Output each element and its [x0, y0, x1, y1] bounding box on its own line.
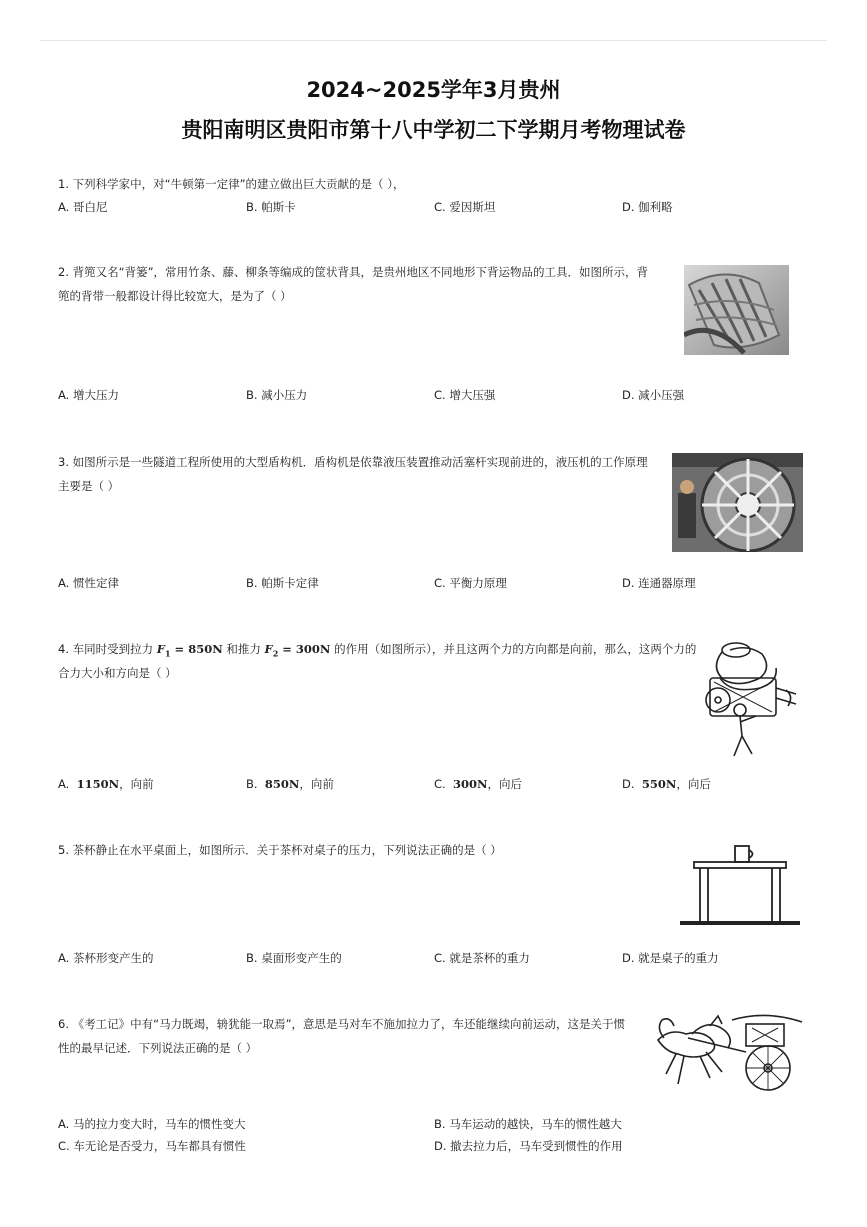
- cart-drawing-icon: [700, 638, 803, 760]
- q3-option-d[interactable]: D. 连通器原理: [622, 576, 696, 590]
- q4-option-b-text: ，向前: [299, 777, 334, 791]
- f1-symbol: F: [156, 642, 165, 656]
- table-cup-drawing-icon: [678, 843, 803, 928]
- q4-option-c-text: ，向后: [487, 777, 523, 791]
- q4-option-c-letter: C.: [434, 777, 446, 791]
- horse-chariot-drawing-icon: [648, 1008, 806, 1094]
- q4-stem-mid: 和推力: [222, 642, 265, 656]
- q5-option-c[interactable]: C. 就是茶杯的重力: [434, 951, 530, 965]
- question-3-stem-line2: 主要是（ ）: [58, 479, 120, 493]
- exam-title-line2: 贵阳南明区贵阳市第十八中学初二下学期月考物理试卷: [181, 118, 686, 142]
- f2-subscript: 2: [272, 648, 279, 659]
- shield-machine-photo-icon: [672, 453, 803, 552]
- question-2-stem-line1: 2. 背篼又名“背篓”，常用竹条、藤、柳条等编成的筐状背具，是贵州地区不同地形下背运物品的工具．如图所示，背: [58, 265, 649, 279]
- q3-option-a[interactable]: A. 惯性定律: [58, 576, 119, 590]
- f2-value: = 300N: [278, 642, 331, 656]
- q4-option-c[interactable]: [434, 775, 522, 793]
- q2-option-c[interactable]: C. 增大压强: [434, 388, 496, 402]
- basket-photo-icon: [684, 265, 789, 355]
- question-6-stem-line1: 6. 《考工记》中有“马力既竭，辀犹能一取焉”，意思是马对车不施加拉力了，车还能继续向前运动，这是关于惯: [58, 1017, 626, 1031]
- q4-option-d[interactable]: [622, 775, 711, 793]
- question-1-stem: 1. 下列科学家中，对“牛顿第一定律”的建立做出巨大贡献的是（ ），: [58, 177, 405, 191]
- question-3-stem-line1: 3. 如图所示是一些隧道工程所使用的大型盾构机．盾构机是依靠液压装置推动活塞杆实现前进的，液压机的工作原理: [58, 455, 648, 469]
- header-divider: [40, 40, 827, 41]
- q5-option-a[interactable]: A. 茶杯形变产生的: [58, 951, 154, 965]
- q2-option-d[interactable]: D. 减小压强: [622, 388, 685, 402]
- f1-subscript: 1: [164, 648, 171, 659]
- q4-option-d-text: ，向后: [676, 777, 711, 791]
- q4-option-a-value: 1150N: [76, 777, 120, 791]
- q4-option-b[interactable]: [246, 775, 334, 793]
- q1-option-c[interactable]: C. 爱因斯坦: [434, 200, 496, 214]
- q2-option-a[interactable]: A. 增大压力: [58, 388, 119, 402]
- q4-option-d-letter: D.: [622, 777, 635, 791]
- q6-option-d[interactable]: D. 撤去拉力后，马车受到惯性的作用: [434, 1139, 623, 1153]
- q4-option-b-value: 850N: [264, 777, 300, 791]
- q2-option-b[interactable]: B. 减小压力: [246, 388, 308, 402]
- f2-symbol: F: [264, 642, 273, 656]
- q4-option-b-letter: B.: [246, 777, 258, 791]
- question-5-stem: 5. 茶杯静止在水平桌面上，如图所示．关于茶杯对桌子的压力，下列说法正确的是（ ）: [58, 843, 502, 857]
- q1-option-a[interactable]: A. 哥白尼: [58, 200, 108, 214]
- q5-option-b[interactable]: B. 桌面形变产生的: [246, 951, 342, 965]
- q4-stem-post: 的作用（如图所示），并且这两个力的方向都是向前，那么，这两个力的: [330, 642, 697, 656]
- q1-option-b[interactable]: B. 帕斯卡: [246, 200, 296, 214]
- question-4-stem-line2: 合力大小和方向是（ ）: [58, 666, 177, 680]
- q4-option-a[interactable]: [58, 775, 154, 793]
- exam-title-line1: 2024~2025学年3月贵州: [306, 78, 561, 102]
- q4-option-a-text: ，向前: [119, 777, 154, 791]
- q4-stem-pre: 4. 车同时受到拉力: [58, 642, 157, 656]
- q1-option-d[interactable]: D. 伽利略: [622, 200, 673, 214]
- q4-option-a-letter: A.: [58, 777, 70, 791]
- q4-option-d-value: 550N: [641, 777, 677, 791]
- question-2-stem-line2: 篼的背带一般都设计得比较宽大，是为了（ ）: [58, 289, 292, 303]
- q6-option-b[interactable]: B. 马车运动的越快，马车的惯性越大: [434, 1117, 622, 1131]
- f1-value: = 850N: [170, 642, 223, 656]
- question-6-stem-line2: 性的最早记述．下列说法正确的是（ ）: [58, 1041, 258, 1055]
- q3-option-c[interactable]: C. 平衡力原理: [434, 576, 507, 590]
- q3-option-b[interactable]: B. 帕斯卡定律: [246, 576, 319, 590]
- q5-option-d[interactable]: D. 就是桌子的重力: [622, 951, 719, 965]
- q6-option-c[interactable]: C. 车无论是否受力，马车都具有惯性: [58, 1139, 246, 1153]
- q4-option-c-value: 300N: [453, 777, 488, 791]
- q6-option-a[interactable]: A. 马的拉力变大时，马车的惯性变大: [58, 1117, 246, 1131]
